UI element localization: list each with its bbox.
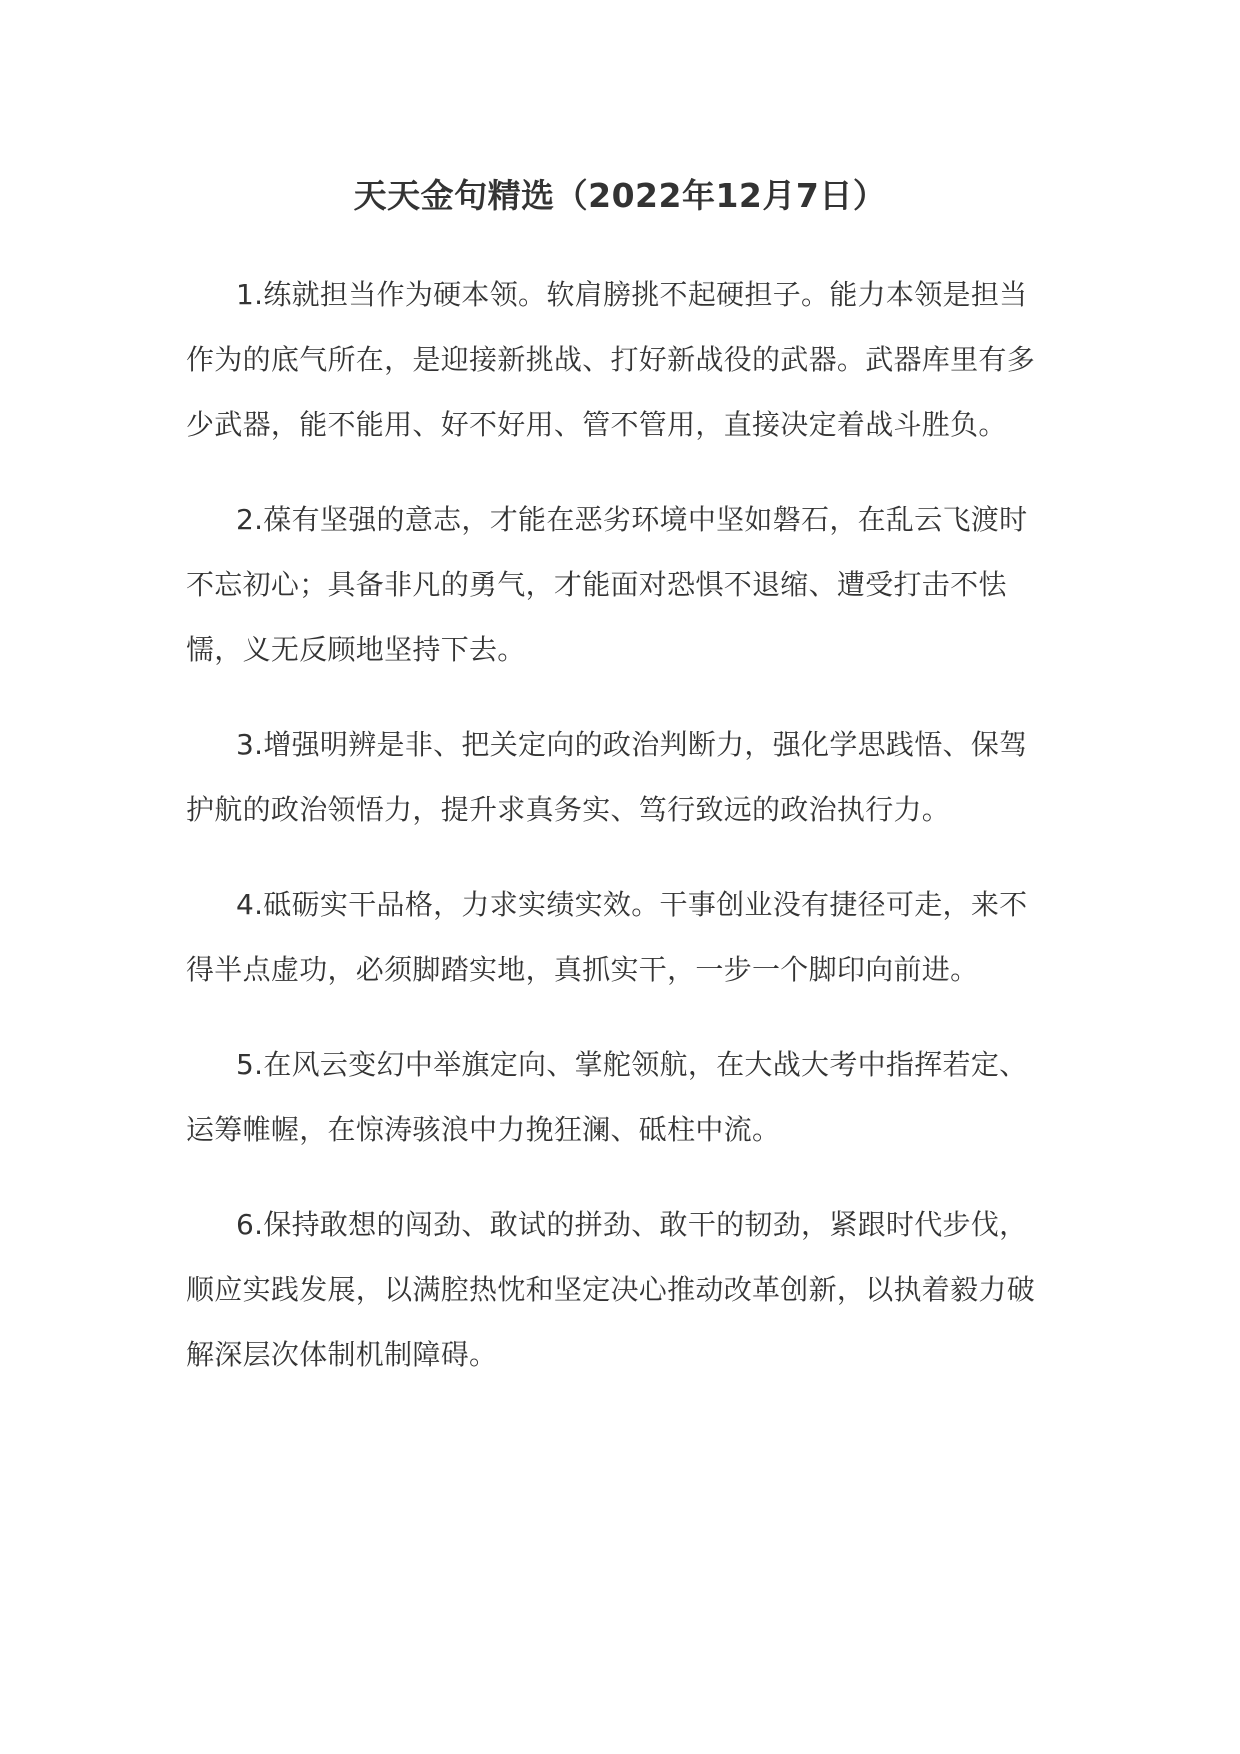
quote-paragraph-5: 5.在风云变幻中举旗定向、掌舵领航，在大战大考中指挥若定、运筹帷幄，在惊涛骇浪中力挽狂澜、砥柱中流。 <box>186 1048 1028 1146</box>
quote-paragraph-3: 3.增强明辨是非、把关定向的政治判断力，强化学思践悟、保驾护航的政治领悟力，提升求真务实、笃行致远的政治执行力。 <box>186 728 1028 826</box>
quote-paragraph-1: 1.练就担当作为硬本领。软肩膀挑不起硬担子。能力本领是担当作为的底气所在，是迎接新挑战、打好新战役的武器。武器库里有多少武器，能不能用、好不好用、管不管用，直接决定着战斗胜负。 <box>186 278 1036 441</box>
document-title: 天天金句精选（2022年12月7日） <box>353 176 887 215</box>
quote-paragraph-6: 6.保持敢想的闯劲、敢试的拼劲、敢干的韧劲，紧跟时代步伐，顺应实践发展，以满腔热忱和坚定决心推动改革创新，以执着毅力破解深层次体制机制障碍。 <box>186 1208 1036 1371</box>
document-body <box>186 262 1054 1417</box>
quote-paragraph-4: 4.砥砺实干品格，力求实绩实效。干事创业没有捷径可走，来不得半点虚功，必须脚踏实地，真抓实干，一步一个脚印向前进。 <box>186 888 1028 986</box>
quote-paragraph-2: 2.葆有坚强的意志，才能在恶劣环境中坚如磐石，在乱云飞渡时不忘初心；具备非凡的勇气，才能面对恐惧不退缩、遭受打击不怯懦，义无反顾地坚持下去。 <box>186 503 1028 666</box>
